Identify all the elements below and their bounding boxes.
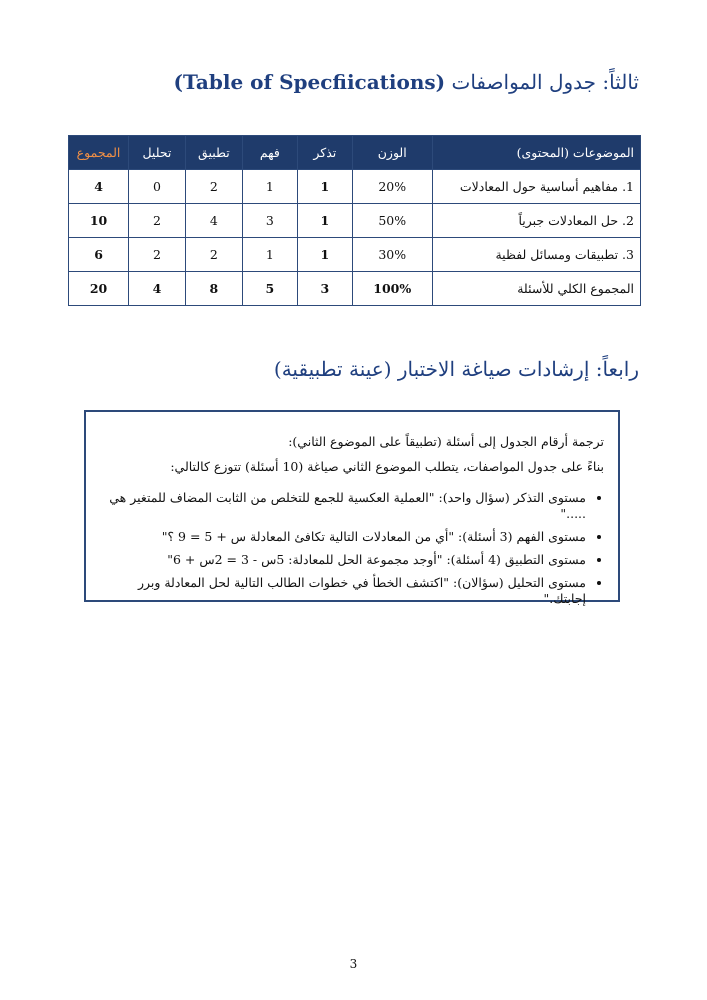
cell-analyze: 2: [129, 238, 186, 272]
list-item: • مستوى التطبيق (4 أسئلة): "أوجد مجموعة الحل للمعادلة: 5س - 3 = 2س + 6": [100, 552, 586, 568]
specifications-table: [68, 135, 641, 306]
cell-apply: 2: [185, 170, 242, 204]
box-intro-text: بناءً على جدول المواصفات، يتطلب الموضوع الثاني صياغة (10 أسئلة) تتوزع كالتالي:: [170, 459, 604, 474]
cell-understand: 1: [243, 170, 298, 204]
list-item: • مستوى التحليل (سؤالان): "اكتشف الخطأ في خطوات الطالب التالية لحل المعادلة وبرر إجابتك.": [100, 575, 586, 607]
section-3-title-ar: ثالثاً: جدول المواصفات: [451, 70, 639, 94]
cell-analyze: 4: [129, 272, 186, 306]
box-intro-heading: ترجمة أرقام الجدول إلى أسئلة (تطبيقاً على الموضوع الثاني):: [288, 434, 604, 449]
header-analyze: تحليل: [129, 136, 186, 170]
header-apply: تطبيق: [185, 136, 242, 170]
cell-understand: 5: [243, 272, 298, 306]
cell-total: 10: [69, 204, 129, 238]
cell-apply: 2: [185, 238, 242, 272]
list-item: • مستوى الفهم (3 أسئلة): "أي من المعادلات التالية تكافئ المعادلة س + 5 = 9 ؟": [100, 529, 586, 545]
cell-remember: 1: [297, 170, 352, 204]
header-understand: فهم: [243, 136, 298, 170]
cell-apply: 4: [185, 204, 242, 238]
cell-understand: 3: [243, 204, 298, 238]
table-totals-row: [69, 272, 641, 306]
page-number: 3: [349, 957, 358, 971]
levels-list: [100, 490, 604, 607]
cell-total: 6: [69, 238, 129, 272]
table-header-row: [69, 136, 641, 170]
cell-topic: 1. مفاهيم أساسية حول المعادلات: [432, 170, 640, 204]
cell-remember: 1: [297, 204, 352, 238]
cell-remember: 3: [297, 272, 352, 306]
cell-weight: 20%: [352, 170, 432, 204]
cell-topic: المجموع الكلي للأسئلة: [432, 272, 640, 306]
cell-apply: 8: [185, 272, 242, 306]
header-total: المجموع: [69, 136, 129, 170]
cell-weight: 50%: [352, 204, 432, 238]
sample-guidelines-box: [84, 410, 620, 606]
cell-total: 20: [69, 272, 129, 306]
cell-analyze: 0: [129, 170, 186, 204]
cell-weight: 100%: [352, 272, 432, 306]
header-weight: الوزن: [352, 136, 432, 170]
cell-remember: 1: [297, 238, 352, 272]
cell-topic: 2. حل المعادلات جبرياً: [432, 204, 640, 238]
table-row: [69, 204, 641, 238]
cell-weight: 30%: [352, 238, 432, 272]
cell-analyze: 2: [129, 204, 186, 238]
section-3-title: [174, 70, 640, 94]
section-4-title: رابعاً: إرشادات صياغة الاختبار (عينة تطبيقية): [273, 357, 639, 381]
cell-understand: 1: [243, 238, 298, 272]
header-topics: الموضوعات (المحتوى): [432, 136, 640, 170]
header-remember: تذكر: [297, 136, 352, 170]
table-row: [69, 238, 641, 272]
cell-topic: 3. تطبيقات ومسائل لفظية: [432, 238, 640, 272]
section-3-title-en: (Table of Specfiications): [173, 70, 446, 94]
list-item: • مستوى التذكر (سؤال واحد): "العملية العكسية للجمع للتخلص من الثابت المضاف للمتغير هي .....": [100, 490, 586, 522]
table-row: [69, 170, 641, 204]
cell-total: 4: [69, 170, 129, 204]
